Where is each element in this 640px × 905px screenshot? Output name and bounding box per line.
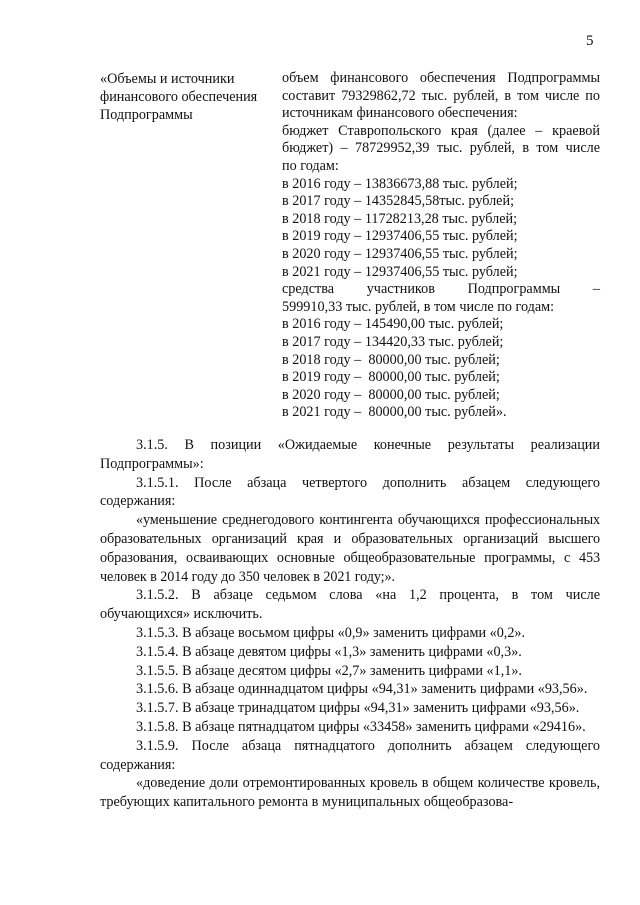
right-cell-line: в 2021 году – 80000,00 тыс. рублей». — [282, 404, 507, 421]
right-cell-line: источникам финансового обеспечения: — [282, 105, 518, 122]
paragraph: 3.1.5.7. В абзаце тринадцатом цифры «94,31» заменить цифрами «93,56». — [136, 700, 580, 717]
right-cell-line: составит 79329862,72 тыс. рублей, в том числе по — [282, 87, 600, 104]
document-body — [100, 436, 600, 812]
right-cell-line: в 2018 году – 11728213,28 тыс. рублей; — [282, 210, 518, 227]
right-cell-line: объем финансового обеспечения Подпрограммы — [282, 70, 600, 86]
right-cell-line: в 2017 году – 134420,33 тыс. рублей; — [282, 333, 504, 350]
right-cell-line: в 2016 году – 145490,00 тыс. рублей; — [282, 316, 504, 333]
right-cell-line: бюджет Ставропольского края (далее – краевой — [282, 122, 600, 139]
page-number: 5 — [586, 33, 594, 49]
right-cell-line: в 2020 году – 80000,00 тыс. рублей; — [282, 386, 500, 403]
right-cell-line: в 2019 году – 12937406,55 тыс. рублей; — [282, 228, 518, 245]
paragraph: 3.1.5.2. В абзаце седьмом слова «на 1,2 процента, в том числе обучающихся» исключить. — [100, 587, 600, 623]
paragraph: 3.1.5.5. В абзаце десятом цифры «2,7» заменить цифрами «1,1». — [136, 662, 522, 679]
paragraph: 3.1.5.6. В абзаце одиннадцатом цифры «94,31» заменить цифрами «93,56». — [136, 681, 588, 698]
right-cell-line: в 2019 году – 80000,00 тыс. рублей; — [282, 369, 500, 386]
right-cell-line: в 2018 году – 80000,00 тыс. рублей; — [282, 351, 500, 368]
paragraph: 3.1.5. В позиции «Ожидаемые конечные результаты реализации Подпрограммы»: — [100, 437, 600, 472]
right-cell-line: в 2017 году – 14352845,58тыс. рублей; — [282, 193, 515, 210]
right-cell-line: по годам: — [282, 157, 339, 174]
paragraph: 3.1.5.1. После абзаца четвертого дополнить абзацем следующего содержания: — [100, 474, 600, 510]
left-cell-line: «Объемы и источники — [100, 71, 235, 87]
table-left-column — [100, 70, 275, 124]
paragraph: 3.1.5.8. В абзаце пятнадцатом цифры «33458» заменить цифрами «29416». — [136, 718, 586, 735]
paragraph: «доведение доли отремонтированных кровель в общем количестве кровель, требующих капитального ремонта в муниципальных общеобразова- — [100, 775, 600, 811]
paragraph: 3.1.5.4. В абзаце девятом цифры «1,3» заменить цифрами «0,3». — [136, 643, 522, 660]
paragraph: 3.1.5.3. В абзаце восьмом цифры «0,9» заменить цифрами «0,2». — [136, 624, 526, 641]
right-cell-line: в 2020 году – 12937406,55 тыс. рублей; — [282, 245, 518, 262]
right-cell-line: средства участников Подпрограммы – — [282, 281, 600, 298]
right-cell-line: в 2016 году – 13836673,88 тыс. рублей; — [282, 175, 518, 192]
left-cell-line: финансового обеспечения — [100, 89, 258, 105]
right-cell-line: бюджет) – 78729952,39 тыс. рублей, в том числе — [282, 140, 600, 157]
left-cell-line: Подпрограммы — [100, 107, 193, 123]
paragraph: «уменьшение среднегодового контингента обучающихся профессиональных образовательных организаций края и образовательных организаций высшего образования, осваивающих основные общеобразовательные программы, с 453 человек в 2014 году до 350 человек в 2021 году;». — [100, 512, 600, 585]
right-cell-line: в 2021 году – 12937406,55 тыс. рублей; — [282, 263, 518, 280]
paragraph: 3.1.5.9. После абзаца пятнадцатого дополнить абзацем следующего содержания: — [100, 737, 600, 773]
right-cell-line: 599910,33 тыс. рублей, в том числе по годам: — [282, 298, 555, 315]
table-right-column — [282, 70, 600, 422]
